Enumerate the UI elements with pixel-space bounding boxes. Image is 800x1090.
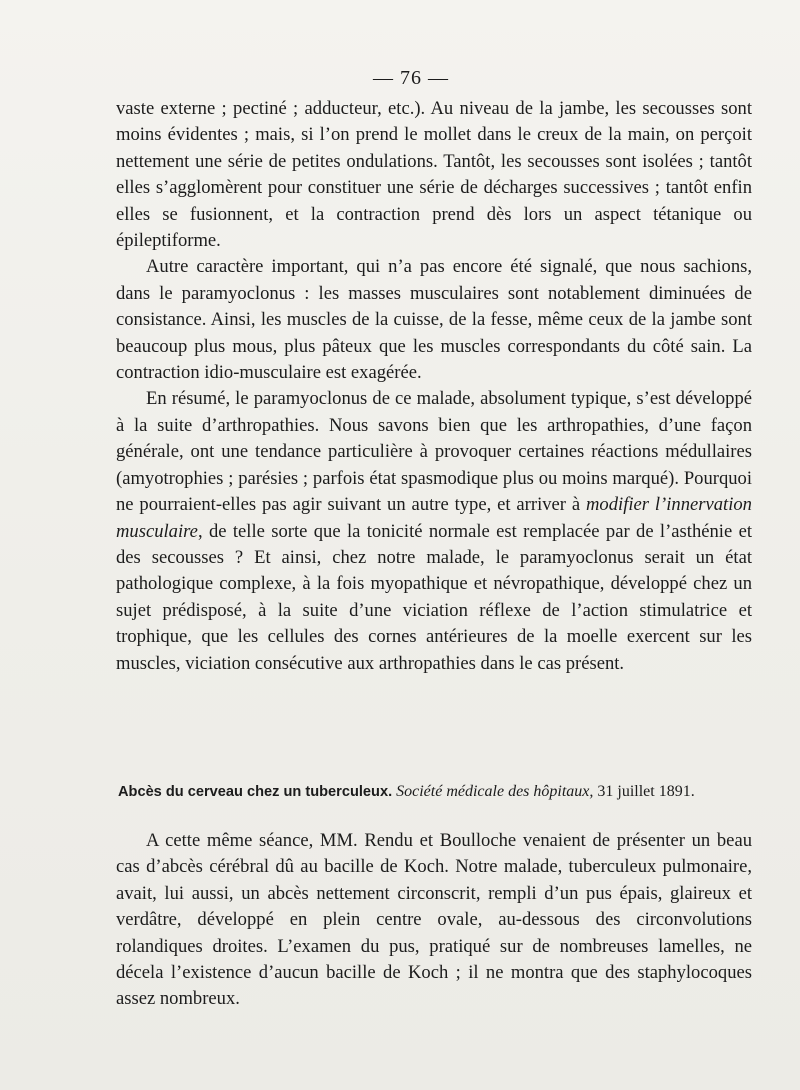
paragraph-3-emphasis: modifier l’innervation musculaire [116,494,752,542]
section-source: Société médicale des hôpitaux, [396,783,594,800]
main-text-block [116,96,752,677]
section-heading [118,782,754,802]
section-paragraph: A cette même séance, MM. Rendu et Boulloche venaient de présenter un beau cas d’abcès cérébral dû au bacille de Koch. Notre malade, tuberculeux pulmonaire, avait, lui aussi, un abcès nettement circonscrit, rempli d’un pus épais, glaireux et verdâtre, développé en plein centre ovale, au-dessous des circonvolutions rolandiques droites. L’examen du pus, pratiqué sur de nombreuses lamelles, ne décela l’existence d’aucun bacille de Koch ; il ne montra que des staphylocoques assez nombreux. [116,830,752,1010]
section-title: Abcès du cerveau chez un tuberculeux. [118,784,393,800]
paragraph-3-text-after: , de telle sorte que la tonicité normale est remplacée par de l’asthénie et des secousses ? Et ainsi, chez notre malade, le paramyoclonus serait un état pathologique complexe, à la fois myopathique et névropathique, développé chez un sujet prédisposé, à la suite d’une viciation réflexe de l’action stimulatrice et trophique, que les cellules des cornes antérieures de la moelle exercent sur les muscles, viciation consécutive aux arthropathies dans le cas présent. [116,520,752,674]
paragraph-3 [116,386,752,676]
paragraph-3-text-before: En résumé, le paramyoclonus de ce malade, absolument typique, s’est développé à la suite d’arthropathies. Nous savons bien que les arthropathies, d’une façon générale, ont une tendance particulière à provoquer certaines réactions médullaires (amyotrophies ; parésies ; parfois état spasmodique plus ou moins marqué). Pourquoi ne pourraient-elles pas agir suivant un autre type, et arriver à [116,388,752,516]
section-text-block [116,828,752,1013]
paragraph-1: vaste externe ; pectiné ; adducteur, etc.). Au niveau de la jambe, les secousses sont moins évidentes ; mais, si l’on prend le mollet dans le creux de la main, on perçoit nettement une série de petites ondulations. Tantôt, les secousses sont isolées ; tantôt elles s’agglomèrent pour constituer une série de décharges successives ; tantôt enfin elles se fusionnent, et la contraction prend dès lors un aspect tétanique ou épileptiforme. [116,98,752,252]
paragraph-2: Autre caractère important, qui n’a pas encore été signalé, que nous sachions, dans le paramyoclonus : les masses musculaires sont notablement diminuées de consistance. Ainsi, les muscles de la cuisse, de la fesse, même ceux de la jambe sont beaucoup plus mous, plus pâteux que les muscles correspondants du côté sain. La contraction idio-musculaire est exagérée. [116,256,752,384]
page-number: — 76 — [373,67,449,89]
section-date: 31 juillet 1891. [597,783,695,800]
